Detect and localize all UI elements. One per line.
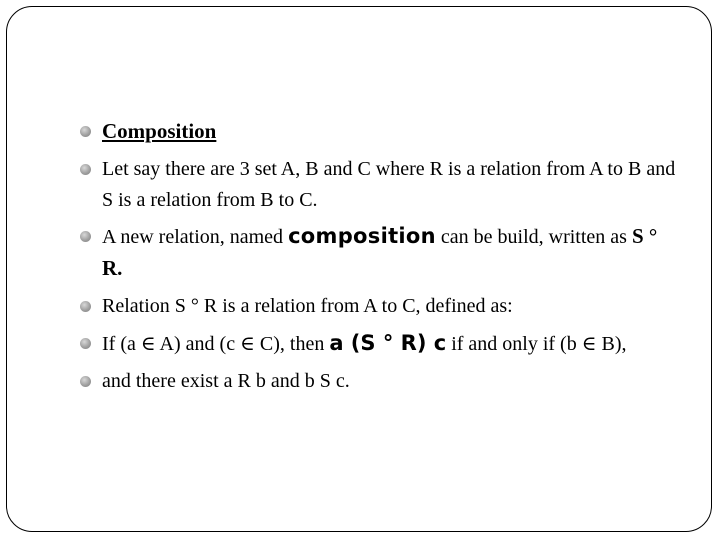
bullet-dot-icon	[80, 338, 91, 349]
bullet-item-condition	[80, 328, 680, 360]
bullet-item-composition-heading	[80, 116, 680, 148]
bullet-item-sets-definition	[80, 154, 680, 216]
bullet-text: Relation S ° R is a relation from A to C, defined as:	[102, 295, 513, 317]
bullet-text-part: if and only if (b ∈ B),	[446, 333, 627, 355]
bullet-dot-icon	[80, 126, 91, 137]
bullet-item-new-relation	[80, 221, 680, 285]
bullet-text-part: A new relation, named	[102, 226, 289, 248]
composition-term: composition	[288, 224, 436, 248]
bullet-item-relation-definition	[80, 291, 680, 322]
bullet-dot-icon	[80, 164, 91, 175]
bullet-text-part: If (a ∈ A) and (c ∈ C), then	[102, 333, 330, 355]
bullet-dot-icon	[80, 301, 91, 312]
bullet-dot-icon	[80, 231, 91, 242]
section-heading: Composition	[102, 119, 217, 143]
bullet-text: and there exist a R b and b S c.	[102, 370, 350, 392]
bullet-item-existence	[80, 366, 680, 397]
bullet-text: Let say there are 3 set A, B and C where R is a relation from A to B and S is a relation from B to C.	[102, 158, 676, 211]
composition-notation: S ° R.	[102, 224, 658, 280]
bullet-list	[80, 116, 680, 403]
bullet-text-part: can be build, written as	[435, 226, 632, 248]
composition-expression: a (S ° R) c	[329, 331, 447, 355]
bullet-dot-icon	[80, 376, 91, 387]
